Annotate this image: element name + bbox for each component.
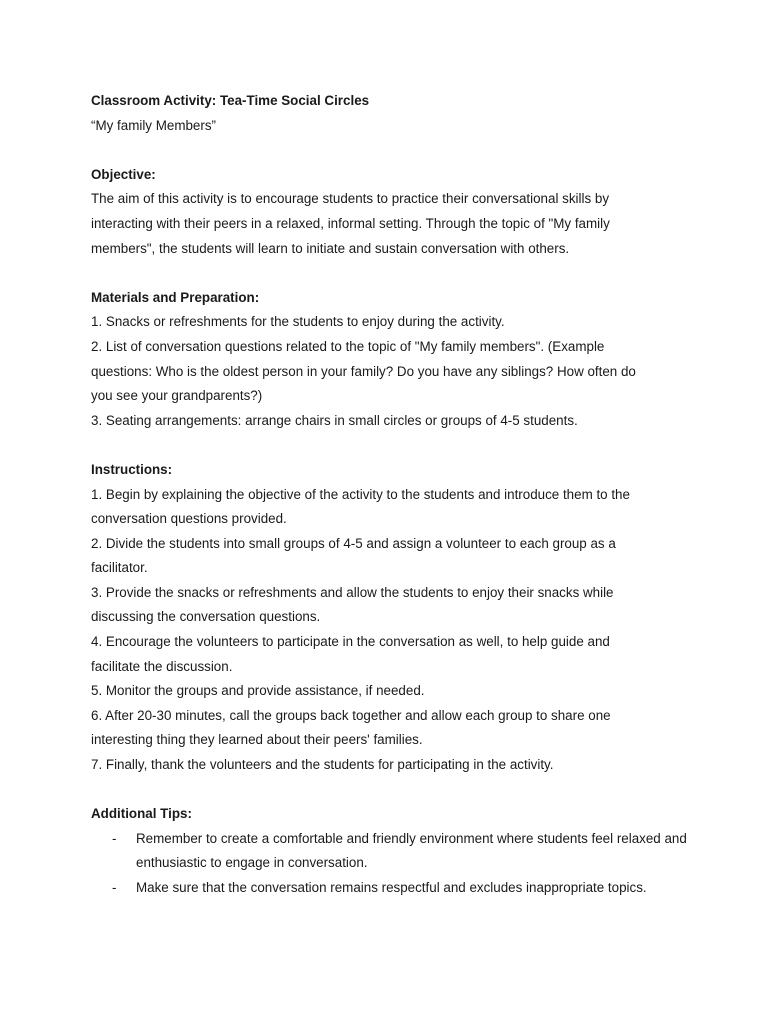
objective-text: The aim of this activity is to encourage students to practice their conversational skills by interacting with their peers in a relaxed, informal setting. Through the topic of "My family members", the students will learn to initiate and sustain conversation with others. [91, 191, 610, 256]
dash-bullet: - [112, 830, 117, 846]
list-item: 2. Divide the students into small groups of 4-5 and assign a volunteer to each group as a facilitator. [91, 535, 616, 576]
materials-list [91, 310, 661, 433]
list-item: 3. Seating arrangements: arrange chairs in small circles or groups of 4-5 students. [91, 412, 578, 428]
list-item [91, 876, 691, 901]
tips-heading: Additional Tips: [91, 806, 192, 822]
list-item: 6. After 20-30 minutes, call the groups back together and allow each group to share one interesting thing they learned about their peers' families. [91, 707, 611, 748]
document-page [91, 89, 691, 901]
list-item: 3. Provide the snacks or refreshments and allow the students to enjoy their snacks while discussing the conversation questions. [91, 584, 614, 625]
list-item: 5. Monitor the groups and provide assistance, if needed. [91, 683, 425, 699]
dash-bullet: - [112, 880, 117, 895]
spacer [91, 433, 691, 458]
instructions-list [91, 483, 656, 778]
materials-heading: Materials and Preparation: [91, 289, 260, 305]
spacer [91, 261, 691, 286]
document-title: Classroom Activity: Tea-Time Social Circles [91, 93, 370, 108]
document-subtitle: “My family Members” [91, 117, 216, 133]
tip-text: Remember to create a comfortable and friendly environment where students feel relaxed and enthusiastic to engage in conversation. [136, 830, 687, 871]
list-item: 1. Begin by explaining the objective of the activity to the students and introduce them to the conversation questions provided. [91, 486, 630, 527]
tip-text: Make sure that the conversation remains respectful and excludes inappropriate topics. [136, 880, 647, 895]
list-item: 1. Snacks or refreshments for the students to enjoy during the activity. [91, 314, 505, 330]
objective-heading: Objective: [91, 166, 156, 182]
list-item: 4. Encourage the volunteers to participate in the conversation as well, to help guide and facilitate the discussion. [91, 634, 610, 674]
list-item: 7. Finally, thank the volunteers and the students for participating in the activity. [91, 757, 554, 773]
tips-list [91, 827, 691, 901]
list-item: 2. List of conversation questions related to the topic of "My family members". (Example questions: Who is the oldest person in your family? Do you have any siblings? How often do you see your grandparents?) [91, 338, 636, 404]
spacer [91, 138, 691, 163]
instructions-heading: Instructions: [91, 461, 173, 477]
spacer [91, 778, 691, 803]
list-item [91, 827, 691, 876]
